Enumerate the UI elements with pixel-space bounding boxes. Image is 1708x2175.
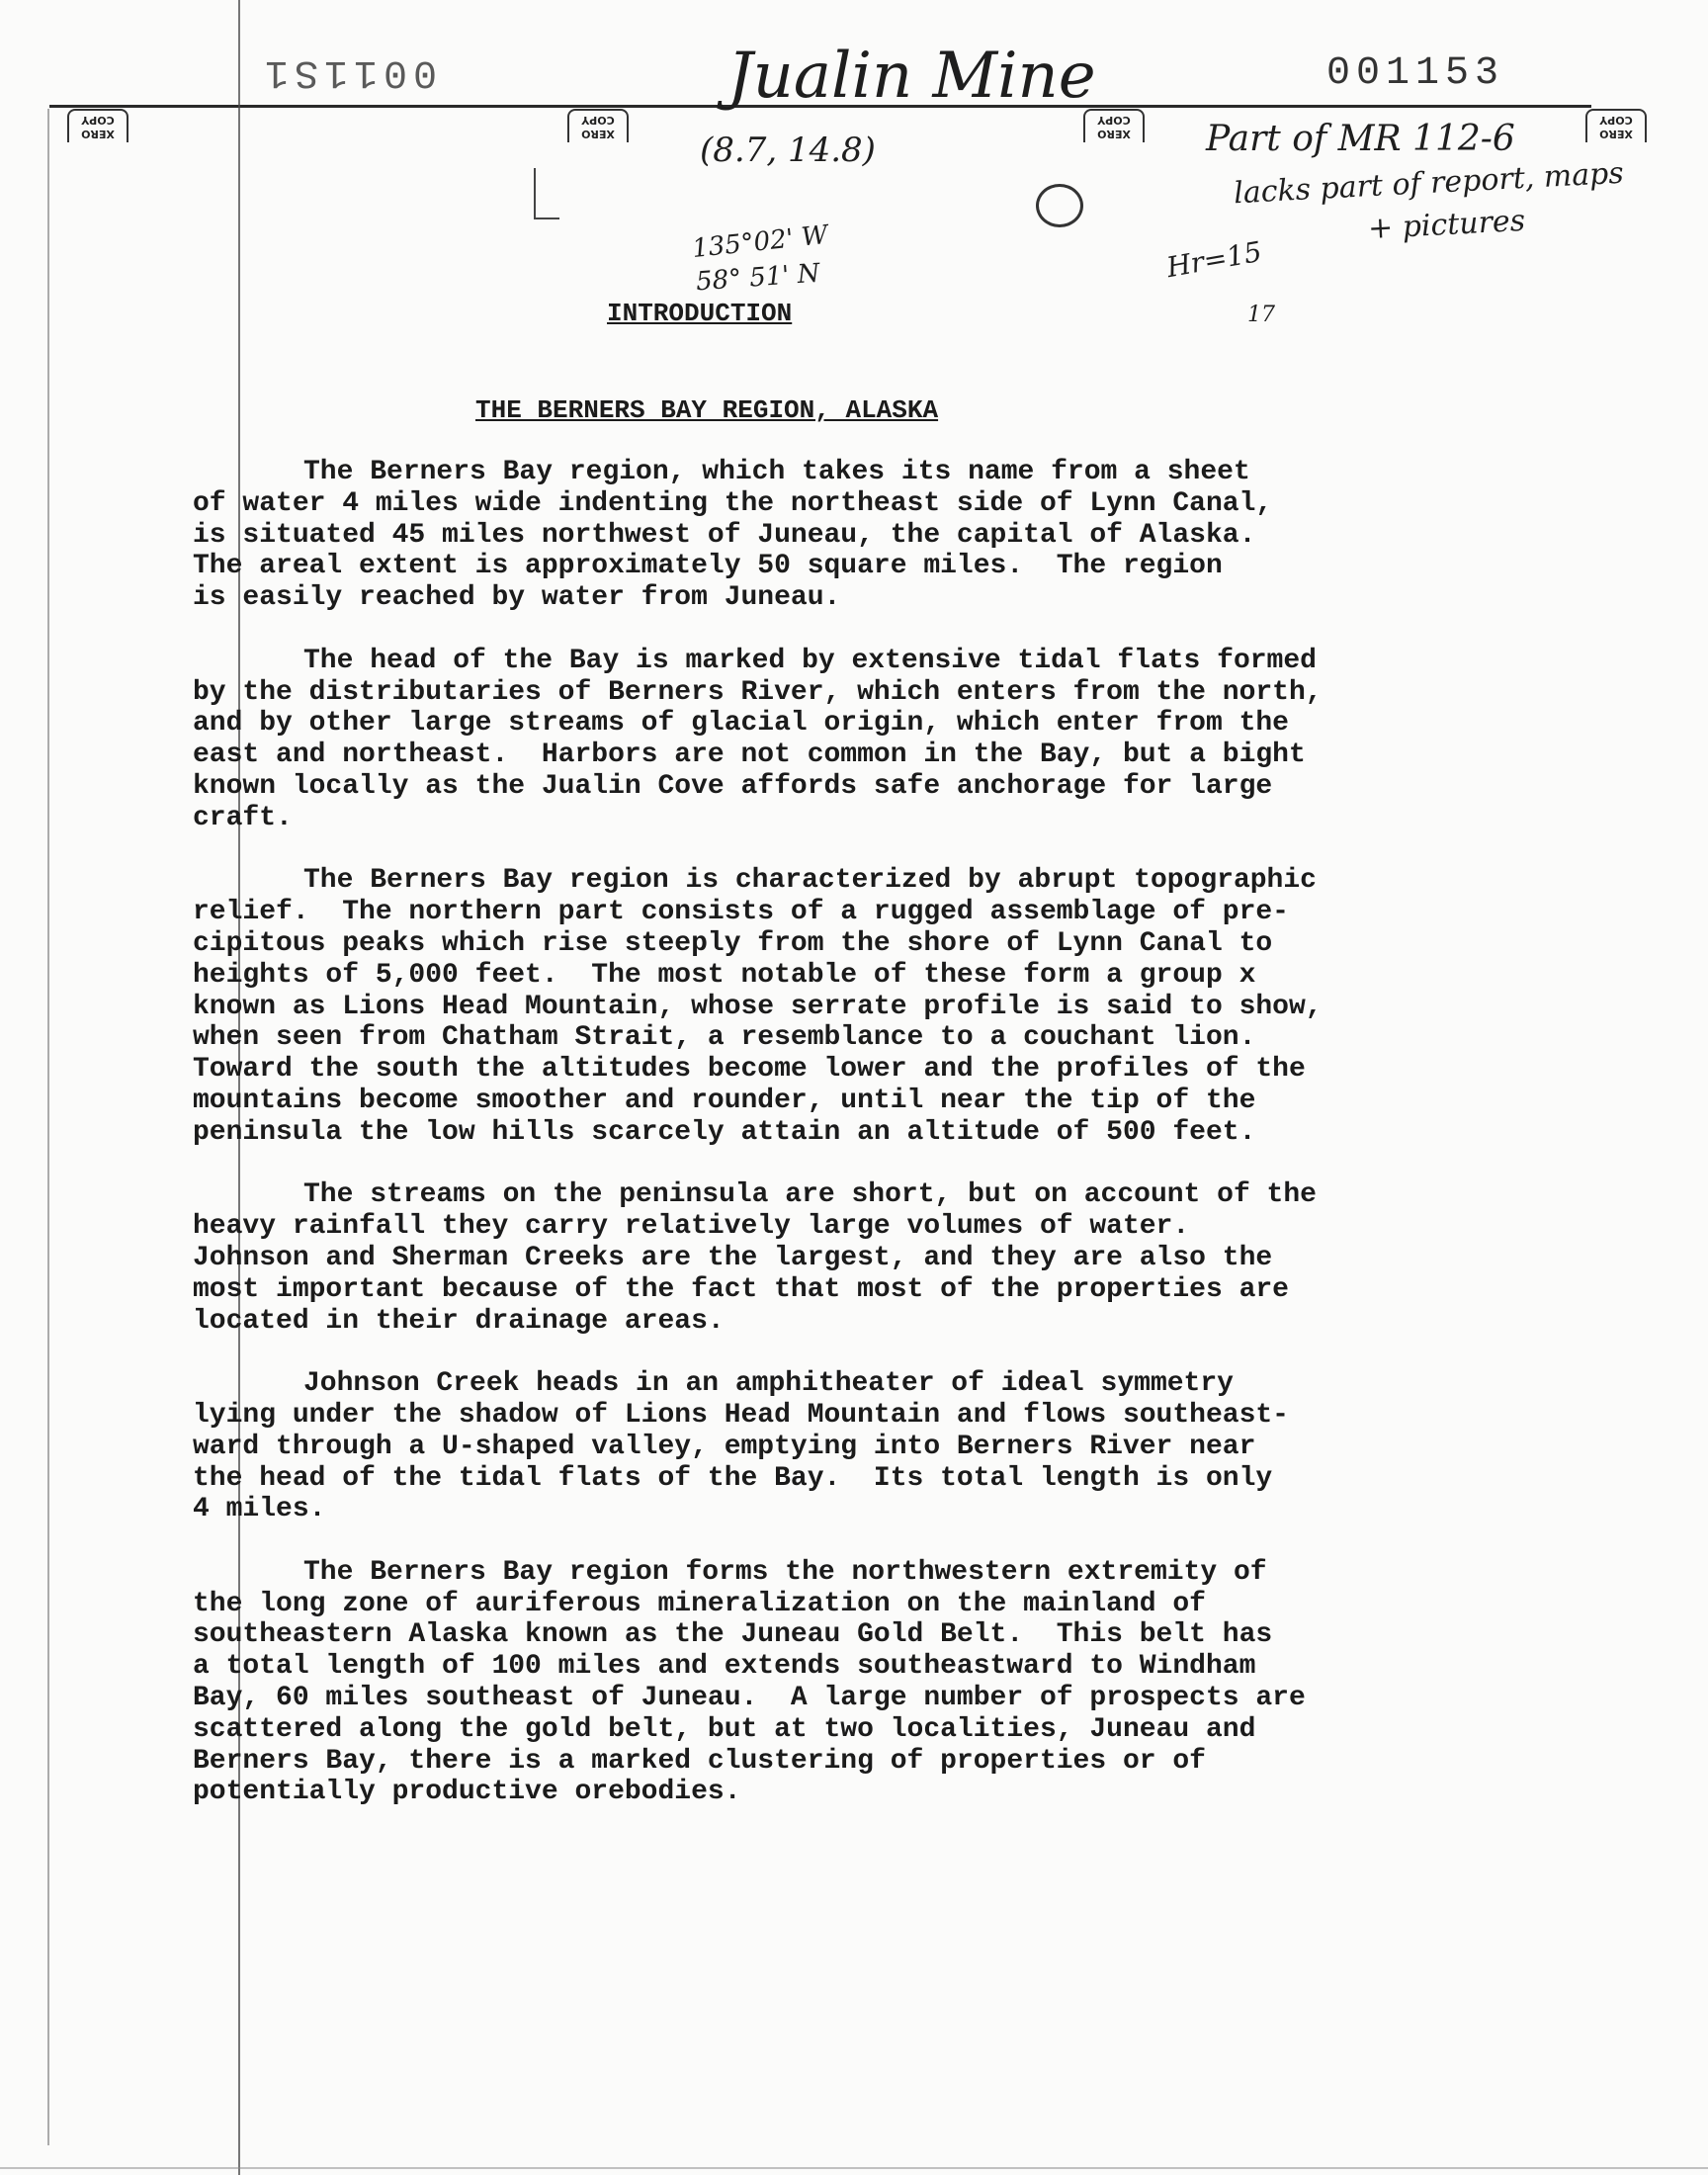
text-line: east and northeast. Harbors are not common in the Bay, but a bight bbox=[193, 740, 1306, 771]
text-line: Bay, 60 miles southeast of Juneau. A large number of prospects are bbox=[193, 1683, 1306, 1714]
text-line: cipitous peaks which rise steeply from the shore of Lynn Canal to bbox=[193, 927, 1273, 959]
xero-copy-stamp: XERO COPY bbox=[1083, 109, 1145, 142]
handwritten-longitude: 135°02' W bbox=[690, 219, 830, 265]
handwritten-note-tag: Hr=15 bbox=[1163, 234, 1265, 285]
text-line: Johnson and Sherman Creeks are the largest, and they are also the bbox=[193, 1242, 1273, 1273]
text-line: The Berners Bay region, which takes its name from a sheet bbox=[303, 457, 1250, 487]
paragraph bbox=[193, 1179, 1478, 1337]
text-line: is situated 45 miles northwest of Juneau, the capital of Alaska. bbox=[193, 519, 1256, 551]
text-line: peninsula the low hills scarcely attain an altitude of 500 feet. bbox=[193, 1116, 1256, 1148]
text-line: the head of the tidal flats of the Bay. Its total length is only bbox=[193, 1462, 1273, 1494]
paragraph bbox=[193, 457, 1478, 614]
left-edge-rule bbox=[47, 109, 49, 2145]
subheading: THE BERNERS BAY REGION, ALASKA bbox=[475, 395, 939, 425]
body-text bbox=[193, 457, 1478, 1840]
handwritten-note-line2: lacks part of report, maps bbox=[1233, 155, 1625, 212]
handwritten-title: Jualin Mine bbox=[727, 40, 1096, 113]
text-line: by the distributaries of Berners River, which enters from the north, bbox=[193, 676, 1323, 708]
text-line: heights of 5,000 feet. The most notable of these form a group x bbox=[193, 959, 1256, 991]
paragraph bbox=[193, 1557, 1478, 1808]
text-line: mountains become smoother and rounder, until near the tip of the bbox=[193, 1085, 1256, 1116]
handwritten-coords: (8.7, 14.8) bbox=[700, 130, 876, 170]
xero-copy-stamp: XERO COPY bbox=[67, 109, 128, 142]
text-line: heavy rainfall they carry relatively large volumes of water. bbox=[193, 1211, 1190, 1243]
text-line: lying under the shadow of Lions Head Mountain and flows southeast- bbox=[193, 1399, 1289, 1431]
text-line: known locally as the Jualin Cove affords safe anchorage for large bbox=[193, 770, 1273, 802]
text-line: known as Lions Head Mountain, whose serrate profile is said to show, bbox=[193, 991, 1323, 1022]
text-line: a total length of 100 miles and extends southeastward to Windham bbox=[193, 1651, 1256, 1683]
text-line: when seen from Chatham Strait, a resemblance to a couchant lion. bbox=[193, 1022, 1256, 1054]
text-line: The areal extent is approximately 50 square miles. The region bbox=[193, 551, 1223, 582]
text-line: and by other large streams of glacial origin, which enter from the bbox=[193, 708, 1289, 740]
text-line: Toward the south the altitudes become lower and the profiles of the bbox=[193, 1054, 1306, 1086]
handwritten-latitude: 58° 51' N bbox=[695, 258, 821, 298]
handwritten-note-line1: Part of MR 112-6 bbox=[1206, 119, 1515, 159]
text-line: scattered along the gold belt, but at two localities, Juneau and bbox=[193, 1713, 1256, 1745]
mirrored-document-number: 0011S1 bbox=[259, 49, 438, 94]
handwritten-page-mark: 17 bbox=[1247, 303, 1275, 327]
section-heading: INTRODUCTION bbox=[607, 299, 793, 328]
scan-mark bbox=[534, 168, 559, 219]
text-line: The Berners Bay region is characterized by abrupt topographic bbox=[303, 865, 1317, 897]
text-line: craft. bbox=[193, 802, 293, 833]
document-number: 001153 bbox=[1326, 51, 1505, 96]
bottom-edge-rule bbox=[0, 2167, 1708, 2169]
text-line: the long zone of auriferous mineralization on the mainland of bbox=[193, 1588, 1206, 1619]
text-line: of water 4 miles wide indenting the northeast side of Lynn Canal, bbox=[193, 487, 1273, 519]
xero-copy-stamp: XERO COPY bbox=[567, 109, 629, 142]
paragraph bbox=[193, 646, 1478, 834]
text-line: 4 miles. bbox=[193, 1494, 326, 1525]
xero-copy-stamp: XERO COPY bbox=[1585, 109, 1647, 142]
paragraph bbox=[193, 1368, 1478, 1525]
text-line: Berners Bay, there is a marked clustering of properties or of bbox=[193, 1745, 1206, 1777]
text-line: The head of the Bay is marked by extensive tidal flats formed bbox=[303, 645, 1317, 676]
text-line: The Berners Bay region forms the northwestern extremity of bbox=[303, 1556, 1267, 1588]
paragraph bbox=[193, 865, 1478, 1148]
text-line: Johnson Creek heads in an amphitheater of ideal symmetry bbox=[303, 1368, 1234, 1400]
text-line: southeastern Alaska known as the Juneau Gold Belt. This belt has bbox=[193, 1619, 1273, 1651]
text-line: The streams on the peninsula are short, but on account of the bbox=[303, 1179, 1317, 1211]
text-line: most important because of the fact that most of the properties are bbox=[193, 1273, 1289, 1305]
text-line: is easily reached by water from Juneau. bbox=[193, 582, 841, 614]
text-line: ward through a U-shaped valley, emptying into Berners River near bbox=[193, 1431, 1256, 1462]
text-line: relief. The northern part consists of a rugged assemblage of pre- bbox=[193, 897, 1289, 928]
circle-mark bbox=[1036, 184, 1083, 227]
text-line: potentially productive orebodies. bbox=[193, 1777, 741, 1808]
handwritten-note-line3: + pictures bbox=[1367, 203, 1526, 247]
text-line: located in their drainage areas. bbox=[193, 1305, 725, 1337]
